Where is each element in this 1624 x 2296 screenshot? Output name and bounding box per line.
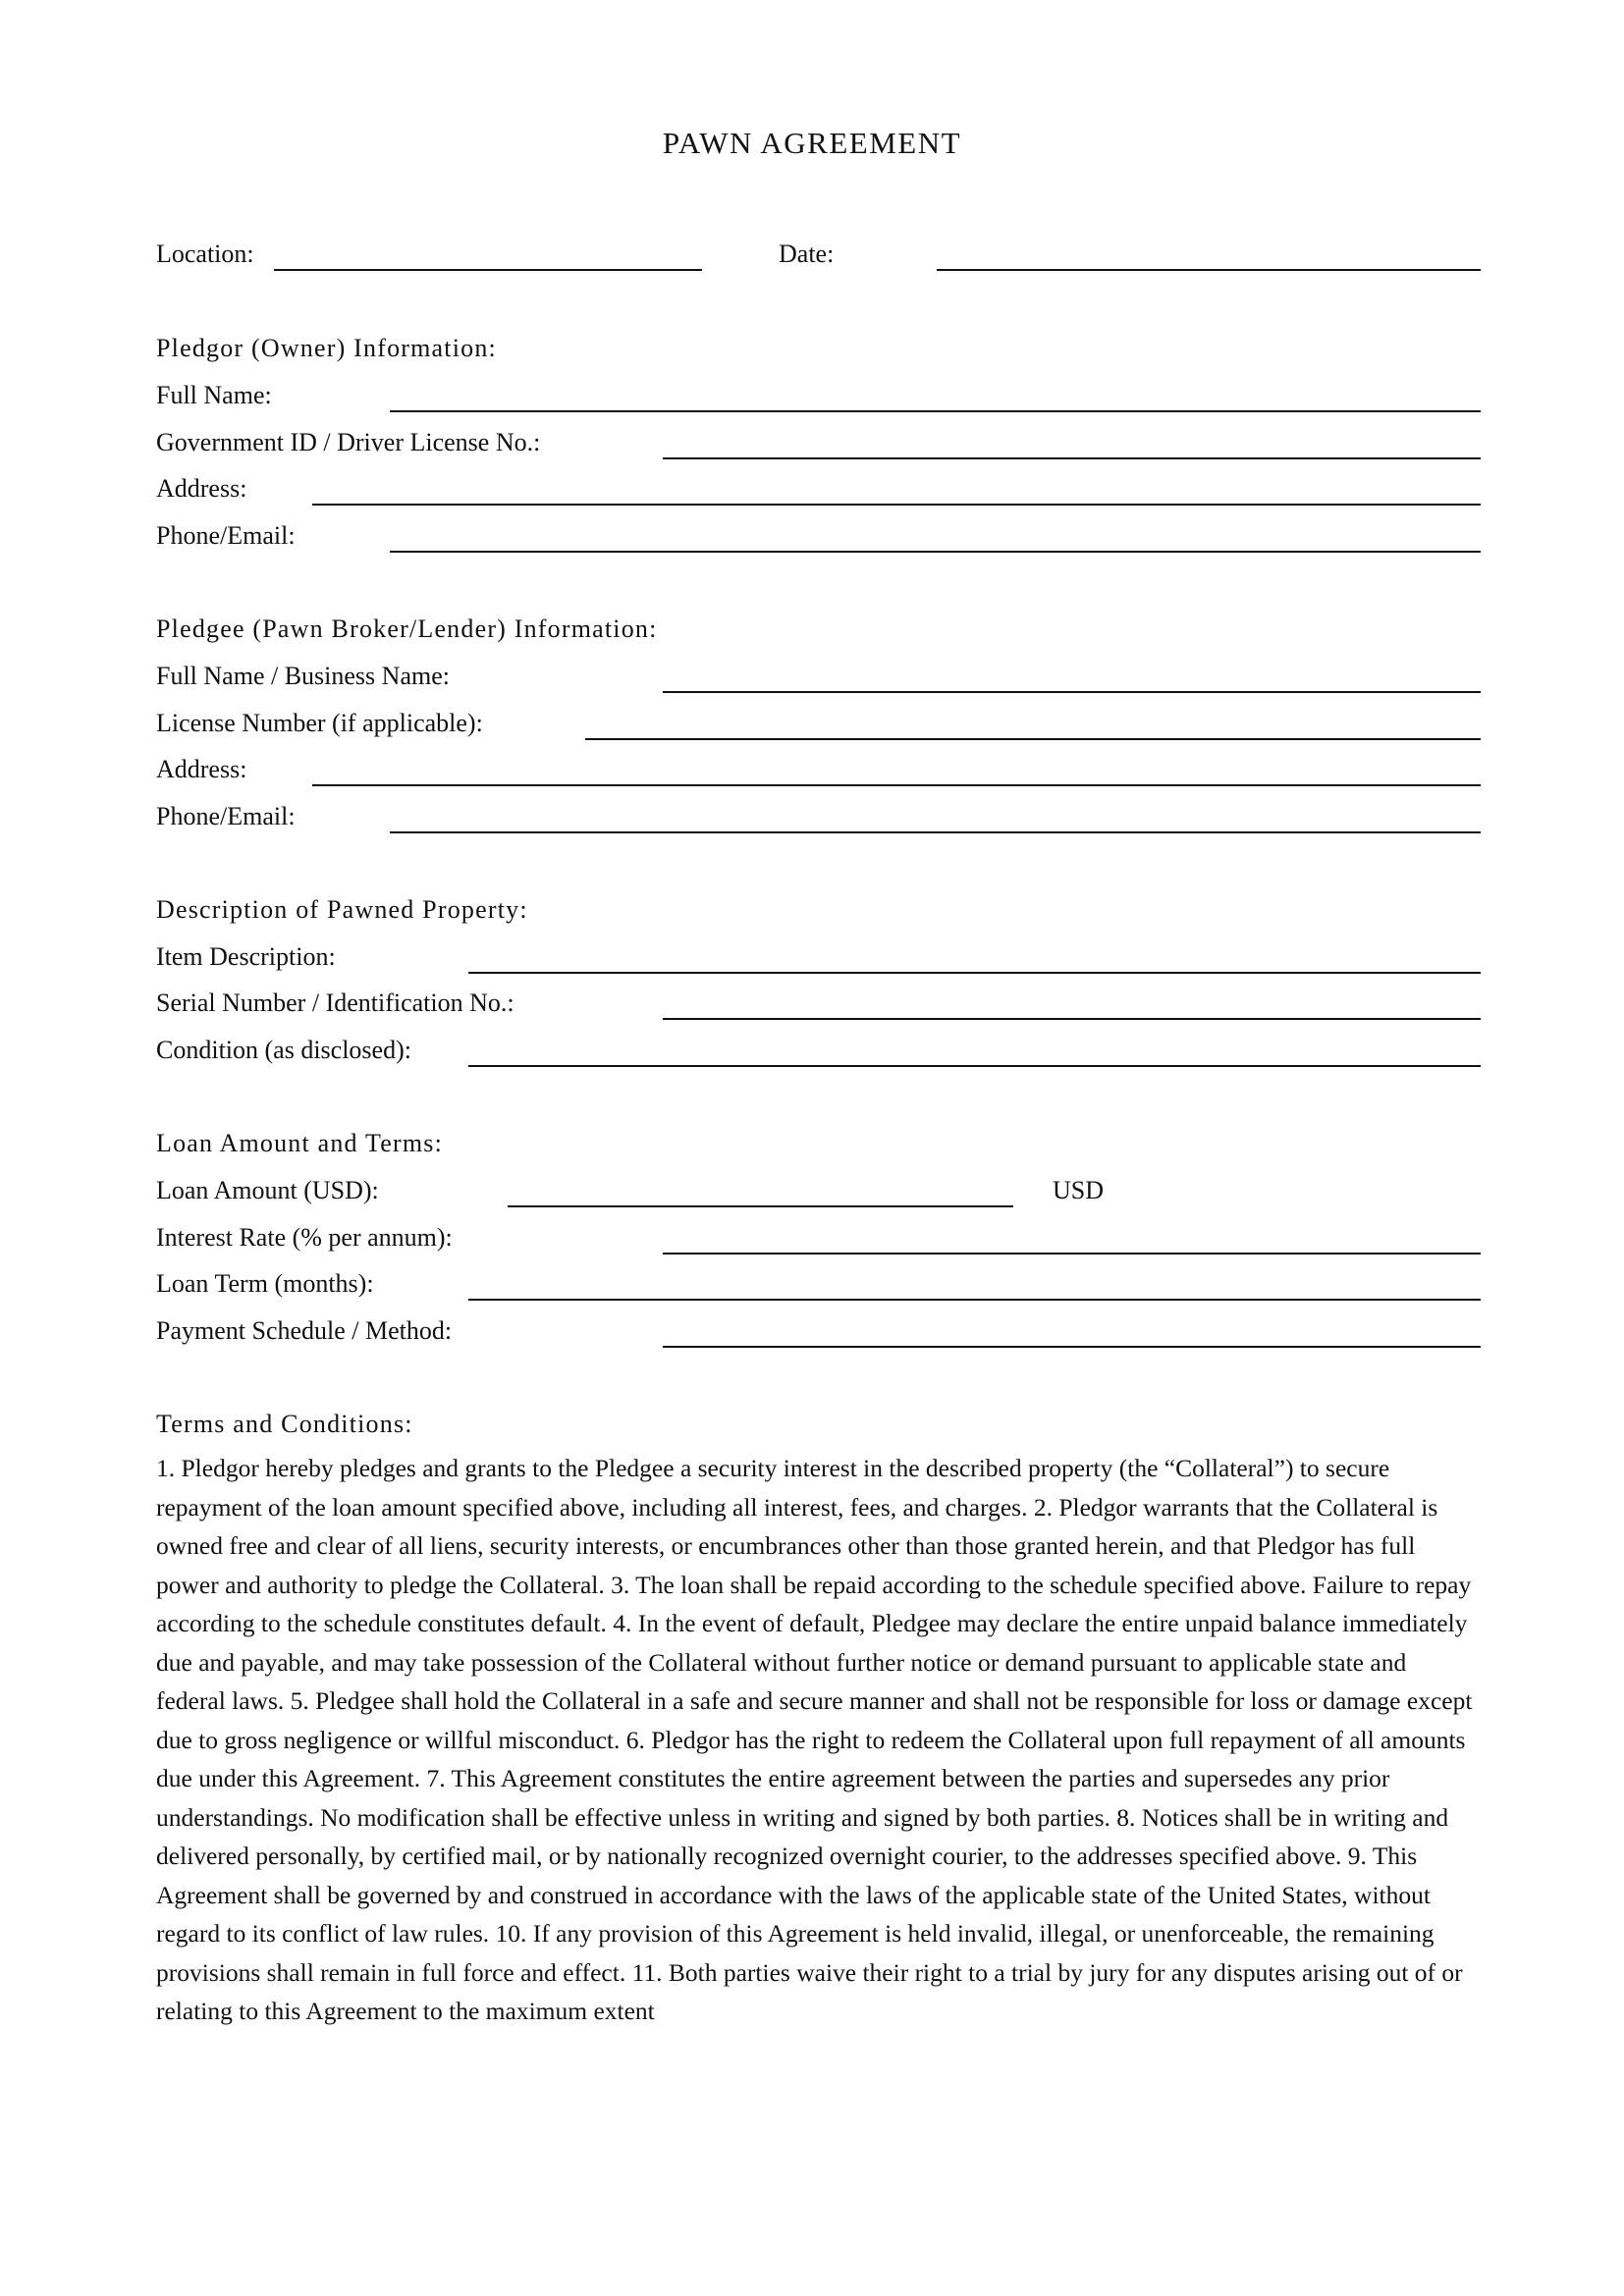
loan-amount-currency: USD	[1053, 1176, 1105, 1204]
pledgor-full-name-label: Full Name:	[156, 381, 272, 409]
pledgee-phone-label: Phone/Email:	[156, 802, 296, 830]
loan-term-field[interactable]	[468, 1299, 1481, 1301]
pledgor-gov-id-field[interactable]	[663, 457, 1481, 459]
date-label: Date:	[779, 240, 835, 268]
pledgor-heading: Pledgor (Owner) Information:	[156, 334, 497, 362]
date-field[interactable]	[937, 269, 1481, 271]
property-heading: Description of Pawned Property:	[156, 895, 528, 924]
item-description-label: Item Description:	[156, 942, 336, 971]
pledgee-heading: Pledgee (Pawn Broker/Lender) Information:	[156, 614, 658, 643]
serial-number-field[interactable]	[663, 1018, 1481, 1020]
pledgor-phone-field[interactable]	[390, 551, 1481, 553]
location-field[interactable]	[274, 269, 702, 271]
pledgee-license-label: License Number (if applicable):	[156, 709, 483, 737]
condition-field[interactable]	[468, 1065, 1481, 1067]
terms-body: 1. Pledgor hereby pledges and grants to the Pledgee a security interest in the described property (the “Collateral”) to secure repayment of the loan amount specified above, including all interest, fees, and charges. 2. Pledgor warrants that the Collateral is owned free and clear of all liens, security interests, or encumbrances other than those granted herein, and that Pledgor has full power and authority to pledge the Collateral. 3. The loan shall be repaid according to the schedule specified above. Failure to repay according to the schedule constitutes default. 4. In the event of default, Pledgee may declare the entire unpaid balance immediately due and payable, and may take possession of the Collateral without further notice or demand pursuant to applicable state and federal laws. 5. Pledgee shall hold the Collateral in a safe and secure manner and shall not be responsible for loss or damage except due to gross negligence or willful misconduct. 6. Pledgor has the right to redeem the Collateral upon full repayment of all amounts due under this Agreement. 7. This Agreement constitutes the entire agreement between the parties and supersedes any prior understandings. No modification shall be effective unless in writing and signed by both parties. 8. Notices shall be in writing and delivered personally, by certified mail, or by nationally recognized overnight courier, to the addresses specified above. 9. This Agreement shall be governed by and construed in accordance with the laws of the applicable state of the United States, without regard to its conflict of law rules. 10. If any provision of this Agreement is held invalid, illegal, or unenforceable, the remaining provisions shall remain in full force and effect. 11. Both parties waive their right to a trial by jury for any disputes arising out of or relating to this Agreement to the maximum extent	[156, 1454, 1473, 2025]
loan-amount-field[interactable]	[508, 1205, 1013, 1207]
pledgee-address-label: Address:	[156, 755, 247, 783]
loan-amount-label: Loan Amount (USD):	[156, 1176, 379, 1204]
pledgee-full-name-label: Full Name / Business Name:	[156, 662, 450, 690]
interest-rate-label: Interest Rate (% per annum):	[156, 1223, 453, 1252]
pledgee-license-field[interactable]	[585, 738, 1481, 740]
item-description-field[interactable]	[468, 972, 1481, 974]
interest-rate-field[interactable]	[663, 1253, 1481, 1255]
pledgee-full-name-field[interactable]	[663, 691, 1481, 693]
payment-schedule-field[interactable]	[663, 1346, 1481, 1348]
payment-schedule-label: Payment Schedule / Method:	[156, 1316, 453, 1345]
pledgor-address-field[interactable]	[312, 504, 1481, 506]
pledgee-address-field[interactable]	[312, 784, 1481, 786]
serial-number-label: Serial Number / Identification No.:	[156, 988, 514, 1017]
pledgee-phone-field[interactable]	[390, 831, 1481, 833]
pledgor-phone-label: Phone/Email:	[156, 521, 296, 550]
condition-label: Condition (as disclosed):	[156, 1036, 411, 1064]
terms-heading: Terms and Conditions:	[156, 1410, 413, 1438]
loan-term-label: Loan Term (months):	[156, 1269, 374, 1298]
pledgor-gov-id-label: Government ID / Driver License No.:	[156, 428, 541, 456]
document-title: PAWN AGREEMENT	[662, 126, 962, 160]
location-label: Location:	[156, 240, 254, 268]
pledgor-address-label: Address:	[156, 474, 247, 503]
loan-heading: Loan Amount and Terms:	[156, 1129, 444, 1157]
pledgor-full-name-field[interactable]	[390, 410, 1481, 412]
